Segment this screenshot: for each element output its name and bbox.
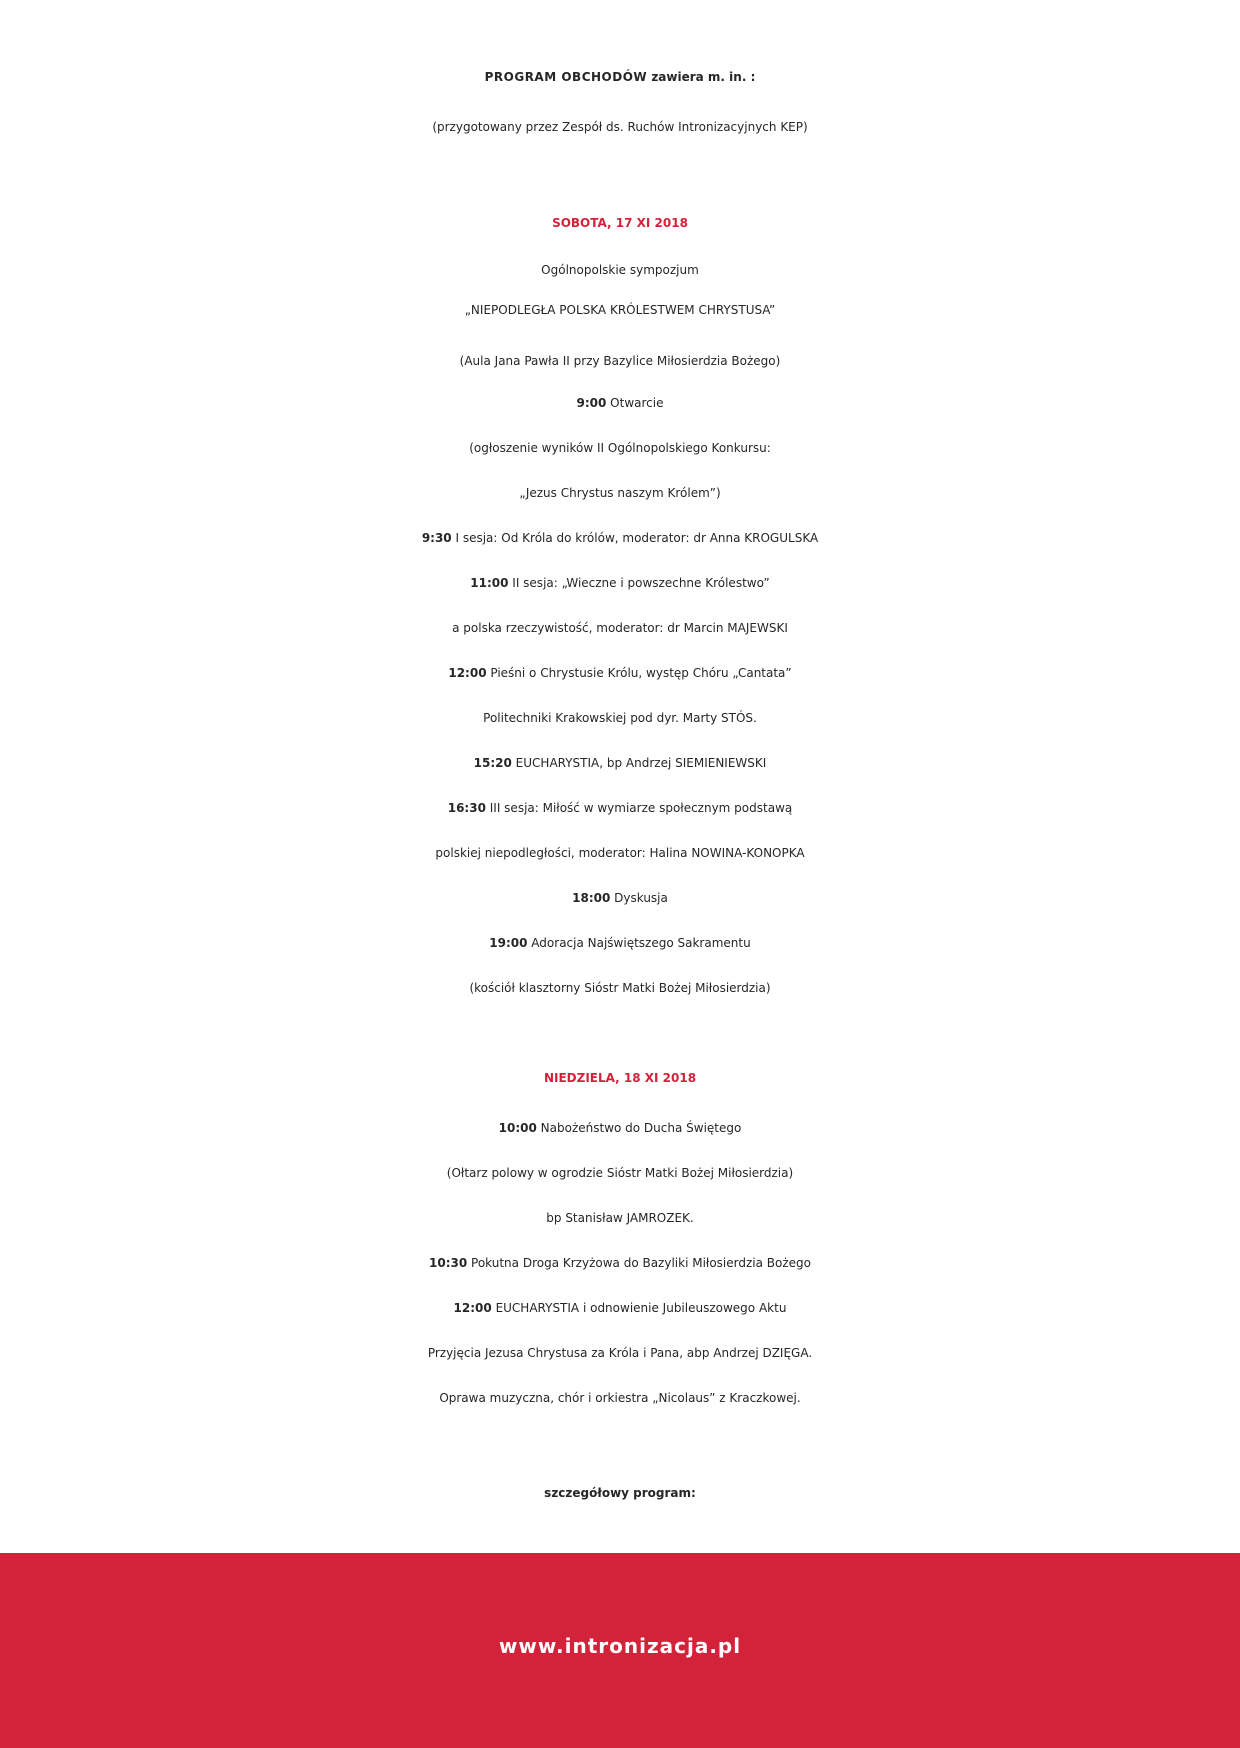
schedule-time: 12:00 [448, 666, 487, 680]
schedule-time: 19:00 [489, 936, 528, 950]
schedule-item [0, 981, 1240, 995]
program-title-main: PROGRAM OBCHODÓW [484, 70, 648, 84]
schedule-text: EUCHARYSTIA i odnowienie Jubileuszowego Aktu [491, 1301, 787, 1315]
schedule-time: 16:30 [447, 801, 486, 815]
schedule-text: II sesja: „Wieczne i powszechne Królestwo” [508, 576, 770, 590]
sunday-heading: NIEDZIELA, 18 XI 2018 [543, 1071, 697, 1085]
schedule-text: Pieśni o Chrystusie Królu, występ Chóru „Cantata” [486, 666, 792, 680]
symposium-place: (Aula Jana Pawła II przy Bazylice Miłosierdzia Bożego) [459, 354, 781, 368]
schedule-text: III sesja: Miłość w wymiarze społecznym podstawą [485, 801, 793, 815]
schedule-item [0, 1391, 1240, 1405]
schedule-text: „Jezus Chrystus naszym Królem”) [519, 486, 721, 500]
schedule-item [0, 1121, 1240, 1135]
schedule-text: bp Stanisław JAMROZEK. [546, 1211, 694, 1225]
schedule-text: (ogłoszenie wyników II Ogólnopolskiego Konkursu: [469, 441, 771, 455]
schedule-time: 12:00 [453, 1301, 492, 1315]
url-banner [0, 1553, 1240, 1748]
saturday-heading: SOBOTA, 17 XI 2018 [552, 216, 688, 230]
schedule-item [0, 756, 1240, 770]
schedule-text: Politechniki Krakowskiej pod dyr. Marty STÓS. [483, 711, 757, 725]
schedule-time: 9:00 [576, 396, 607, 410]
schedule-text: polskiej niepodległości, moderator: Halina NOWINA-KONOPKA [435, 846, 805, 860]
schedule-item [0, 801, 1240, 815]
schedule-time: 15:20 [473, 756, 512, 770]
symposium-title: „NIEPODLEGŁA POLSKA KRÓLESTWEM CHRYSTUSA” [464, 303, 776, 317]
schedule-item [0, 486, 1240, 500]
schedule-item [0, 936, 1240, 950]
schedule-text: Otwarcie [606, 396, 664, 410]
symposium-label: Ogólnopolskie sympozjum [541, 263, 699, 277]
schedule-text: Adoracja Najświętszego Sakramentu [527, 936, 751, 950]
schedule-time: 18:00 [572, 891, 611, 905]
schedule-text: Oprawa muzyczna, chór i orkiestra „Nicolaus” z Kraczkowej. [439, 1391, 801, 1405]
schedule-item [0, 576, 1240, 590]
website-link[interactable]: www.intronizacja.pl [498, 1634, 742, 1658]
schedule-item [0, 1301, 1240, 1315]
schedule-text: (kościół klasztorny Sióstr Matki Bożej Miłosierdzia) [469, 981, 771, 995]
schedule-text: Nabożeństwo do Ducha Świętego [536, 1121, 742, 1135]
program-title-suffix: zawiera m. in. : [647, 70, 756, 84]
schedule-item [0, 666, 1240, 680]
schedule-text: Przyjęcia Jezusa Chrystusa za Króla i Pana, abp Andrzej DZIĘGA. [427, 1346, 813, 1360]
schedule-item [0, 891, 1240, 905]
schedule-text: EUCHARYSTIA, bp Andrzej SIEMIENIEWSKI [511, 756, 767, 770]
schedule-item [0, 396, 1240, 410]
schedule-item [0, 1166, 1240, 1180]
schedule-text: I sesja: Od Króla do królów, moderator: dr Anna KROGULSKA [451, 531, 819, 545]
schedule-item [0, 711, 1240, 725]
schedule-time: 11:00 [470, 576, 509, 590]
schedule-text: a polska rzeczywistość, moderator: dr Marcin MAJEWSKI [452, 621, 788, 635]
program-title [0, 70, 1240, 84]
schedule-time: 9:30 [421, 531, 452, 545]
schedule-item [0, 1211, 1240, 1225]
details-label: szczegółowy program: [544, 1486, 696, 1500]
schedule-item [0, 531, 1240, 545]
schedule-item [0, 1346, 1240, 1360]
schedule-text: Pokutna Droga Krzyżowa do Bazyliki Miłosierdzia Bożego [467, 1256, 811, 1270]
program-subtitle: (przygotowany przez Zespół ds. Ruchów Intronizacyjnych KEP) [432, 120, 808, 134]
schedule-time: 10:30 [429, 1256, 468, 1270]
schedule-item [0, 1256, 1240, 1270]
schedule-text: Dyskusja [610, 891, 668, 905]
schedule-text: (Ołtarz polowy w ogrodzie Sióstr Matki Bożej Miłosierdzia) [446, 1166, 794, 1180]
schedule-time: 10:00 [498, 1121, 537, 1135]
schedule-item [0, 846, 1240, 860]
schedule-item [0, 621, 1240, 635]
schedule-item [0, 441, 1240, 455]
